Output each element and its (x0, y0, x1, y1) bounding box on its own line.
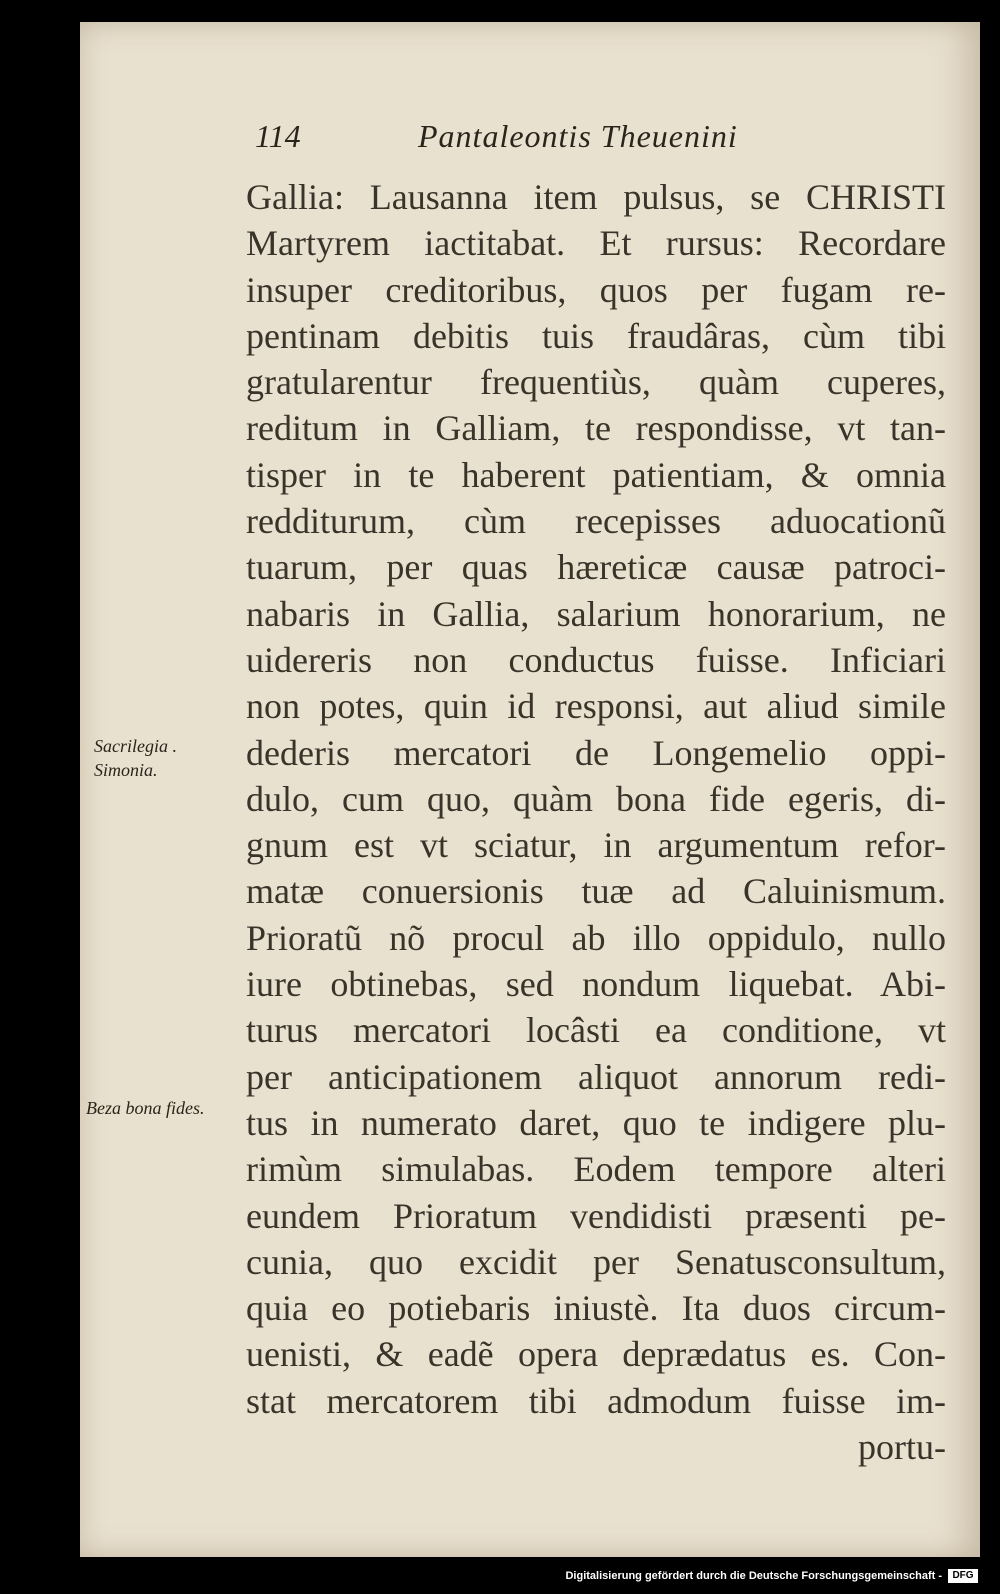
text-line: reditum in Galliam, te respondisse, vt tan- (246, 408, 946, 449)
text-line: redditurum, cùm recepisses aduocationũ (246, 501, 946, 542)
text-line: nabaris in Gallia, salarium honorarium, ne (246, 593, 946, 634)
footer-bar (0, 1562, 1000, 1594)
text-line: turus mercatori locâsti ea conditione, vt (246, 1010, 946, 1051)
text-line: gratularentur frequentiùs, quàm cuperes, (246, 362, 946, 403)
text-line: uenisti, & eadẽ opera deprædatus es. Con- (246, 1334, 946, 1375)
body-text (246, 174, 946, 1470)
text-line: non potes, quin id responsi, aut aliud simile (246, 686, 946, 727)
running-head (80, 118, 980, 158)
text-line: insuper creditoribus, quos per fugam re- (246, 269, 946, 310)
text-line: Martyrem iactitabat. Et rursus: Recordare (246, 223, 946, 264)
book-page (80, 22, 980, 1557)
text-line: cunia, quo excidit per Senatusconsultum, (246, 1241, 946, 1282)
funding-notice: Digitalisierung gefördert durch die Deutsche Forschungsgemeinschaft - (565, 1570, 942, 1582)
text-line: dederis mercatori de Longemelio oppi- (246, 732, 946, 773)
text-line: gnum est vt sciatur, in argumentum refor- (246, 825, 946, 866)
margin-note-sacrilegia: Sacrilegia . Simonia. (94, 736, 177, 780)
text-line: eundem Prioratum vendidisti præsenti pe- (246, 1195, 946, 1236)
text-line: pentinam debitis tuis fraudâras, cùm tibi (246, 315, 946, 356)
text-line: iure obtinebas, sed nondum liquebat. Abi- (246, 964, 946, 1005)
text-line: tuarum, per quas hæreticæ causæ patroci- (246, 547, 946, 588)
page-number: 114 (255, 118, 301, 154)
catchword: portu- (858, 1427, 946, 1468)
text-line: rimùm simulabas. Eodem tempore alteri (246, 1149, 946, 1190)
text-line: stat mercatorem tibi admodum fuisse im- (246, 1380, 946, 1421)
margin-note-beza: Beza bona fides. (86, 1098, 205, 1118)
text-line: uidereris non conductus fuisse. Inficiari (246, 639, 946, 680)
text-line: Gallia: Lausanna item pulsus, se CHRISTI (246, 177, 946, 217)
text-line: tisper in te haberent patientiam, & omnia (246, 454, 946, 495)
dfg-logo: DFG (948, 1569, 978, 1583)
text-line: quia eo potiebaris iniustè. Ita duos circum- (246, 1288, 946, 1329)
running-title: Pantaleontis Theuenini (418, 118, 738, 154)
text-line: Prioratũ nõ procul ab illo oppidulo, nullo (246, 917, 946, 958)
text-line: tus in numerato daret, quo te indigere plu- (246, 1102, 946, 1143)
text-line: dulo, cum quo, quàm bona fide egeris, di- (246, 778, 946, 819)
text-line: per anticipationem aliquot annorum redi- (246, 1056, 946, 1097)
text-line: matæ conuersionis tuæ ad Caluinismum. (246, 871, 946, 912)
